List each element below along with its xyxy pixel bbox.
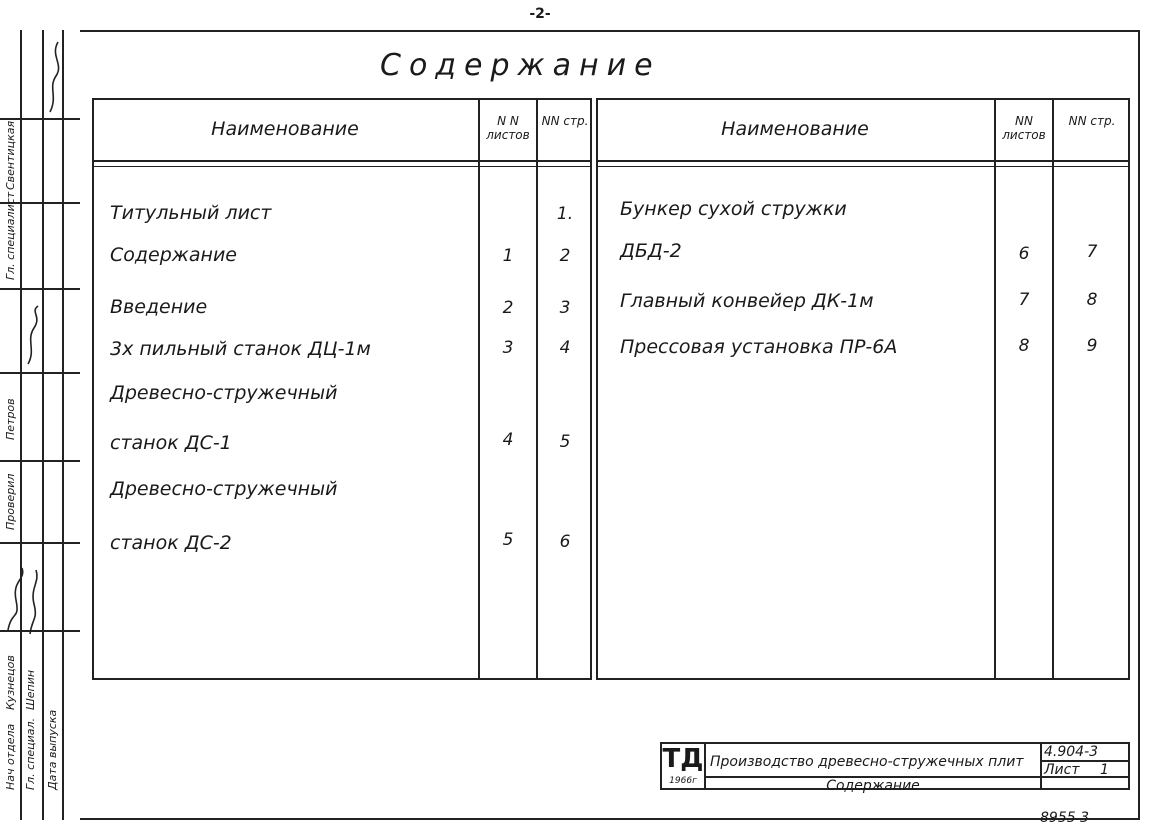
toc-entry: ДБД-2 [620, 240, 682, 262]
header-divider [596, 160, 1130, 162]
approval-strip [0, 30, 80, 820]
toc-page: 4 [559, 338, 571, 358]
toc-page: 8 [1086, 290, 1098, 310]
role-label: Гл. специал. [24, 717, 37, 790]
column-divider [994, 98, 996, 680]
right-header-pages: NN стр. [1068, 114, 1116, 128]
page-number: -2- [529, 6, 551, 22]
toc-sheet: 4 [502, 430, 514, 450]
toc-sheet: 7 [1018, 290, 1030, 310]
right-header-sheets: NN листов [1002, 114, 1046, 142]
toc-entry: Главный конвейер ДК-1м [620, 290, 874, 312]
toc-page: 9 [1086, 336, 1098, 356]
stamp-code: 4.904-3 [1044, 744, 1099, 760]
org-logo: ТД [662, 744, 704, 774]
role-label: Дата выпуска [46, 709, 59, 790]
strip-divider [0, 542, 80, 544]
approver-name: Петров [4, 398, 17, 440]
column-divider [536, 98, 538, 680]
strip-divider [0, 118, 80, 120]
strip-divider [42, 30, 44, 820]
page-title: Содержание [380, 48, 661, 83]
toc-page: 3 [559, 298, 571, 318]
stamp-year: 1966г [669, 776, 697, 786]
header-divider [92, 160, 592, 162]
signature-icon [44, 36, 64, 116]
stamp-sheet-title: Содержание [826, 778, 920, 794]
toc-sheet: 5 [502, 530, 514, 550]
toc-page: 6 [559, 532, 571, 552]
toc-entry: Древесно-стружечный [110, 382, 338, 404]
column-divider [478, 98, 480, 680]
toc-entry: Бункер сухой стружки [620, 198, 847, 220]
role-label: Нач отдела [4, 723, 17, 790]
toc-page: 1. [556, 204, 574, 224]
strip-divider [62, 30, 64, 820]
approver-role: Проверил [4, 473, 17, 530]
strip-divider [0, 288, 80, 290]
toc-entry: Содержание [110, 244, 237, 266]
approver-name: Шепин [24, 669, 37, 710]
toc-entry: 3х пильный станок ДЦ-1м [110, 338, 371, 360]
right-header-name: Наименование [721, 118, 869, 140]
approver-name: Свентицкая [4, 120, 17, 190]
signature-icon [2, 560, 44, 640]
toc-sheet: 1 [502, 246, 514, 266]
toc-page: 7 [1086, 242, 1098, 262]
contents-table-right [596, 98, 1130, 680]
toc-page: 2 [559, 246, 571, 266]
stamp-subject: Производство древесно-стружечных плит [710, 754, 1024, 770]
approver-role: Гл. специалист [4, 191, 17, 280]
stamp-sheet-label: Лист [1044, 762, 1080, 778]
approver-name: Кузнецов [4, 655, 17, 710]
toc-sheet: 6 [1018, 244, 1030, 264]
strip-divider [20, 30, 22, 820]
stamp-sheet-number: 1 [1100, 762, 1109, 778]
footer-code: 8955 3 [1040, 810, 1089, 826]
toc-sheet: 3 [502, 338, 514, 358]
signature-icon [22, 300, 44, 370]
toc-sheet: 2 [502, 298, 514, 318]
toc-page: 5 [559, 432, 571, 452]
header-divider [92, 166, 592, 167]
left-header-name: Наименование [211, 118, 359, 140]
toc-entry: Древесно-стружечный [110, 478, 338, 500]
strip-divider [0, 372, 80, 374]
toc-entry: Введение [110, 296, 208, 318]
left-header-pages: NN стр. [541, 114, 589, 128]
toc-entry: Титульный лист [110, 202, 272, 224]
left-header-sheets: N N листов [486, 114, 530, 142]
stamp-divider [1040, 742, 1042, 790]
column-divider [1052, 98, 1054, 680]
toc-entry: станок ДС-2 [110, 532, 232, 554]
toc-entry: станок ДС-1 [110, 432, 232, 454]
toc-entry: Прессовая установка ПР-6А [620, 336, 898, 358]
toc-sheet: 8 [1018, 336, 1030, 356]
header-divider [596, 166, 1130, 167]
strip-divider [0, 460, 80, 462]
